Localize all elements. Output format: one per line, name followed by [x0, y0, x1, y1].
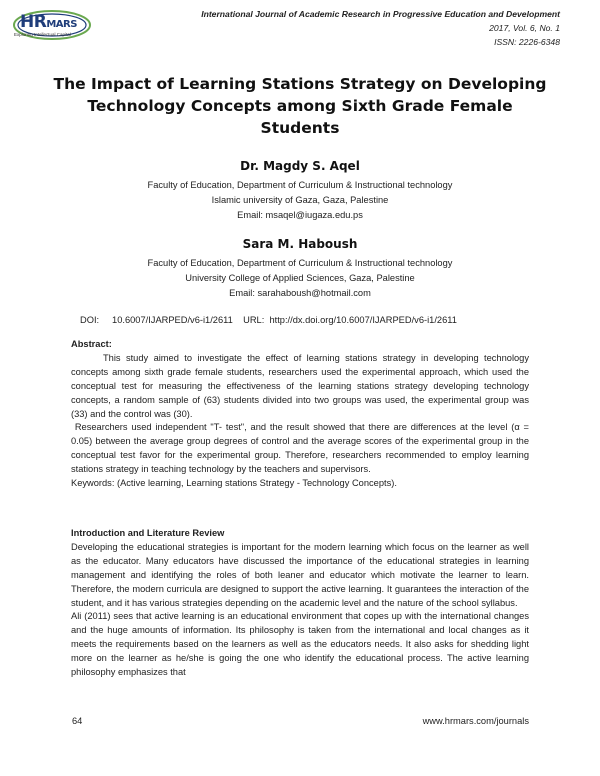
journal-issn: ISSN: 2226-6348 — [494, 37, 560, 47]
abstract-paragraph: Researchers used independent "T- test", and the result showed that there are differences at the level (α = 0.05) between the average group degrees of control and the average scores of the experimental group in the conceptual test favor for the experimental group. Therefore, researchers recommended to employ learning stations strategy in teaching technology by the teachers and supervisors. — [71, 422, 532, 475]
author-email: Email: msaqel@iugaza.edu.ps — [237, 210, 363, 220]
intro-section — [71, 527, 529, 680]
logo-text: HRMARS — [20, 12, 77, 32]
author-email: Email: sarahaboush@hotmail.com — [229, 288, 371, 298]
keywords: Keywords: (Active learning, Learning stations Strategy - Technology Concepts). — [71, 478, 397, 489]
author-affiliation: Faculty of Education, Department of Curriculum & Instructional technology Islamic university of Gaza, Gaza, Palestine Email: msaqel@iugaza.edu.ps — [0, 178, 600, 223]
abstract-heading: Abstract: — [71, 339, 112, 349]
page-number: 64 — [72, 716, 83, 726]
intro-heading: Introduction and Literature Review — [71, 528, 225, 538]
author-name: Dr. Magdy S. Aqel — [240, 159, 360, 173]
logo-tagline: Exploring Intellectual Capital — [14, 32, 71, 37]
intro-paragraph: Developing the educational strategies is important for the modern learning which focus on the learner as well as the educator. Many educators have discussed the importance of the educational strategies in learning management and identifying the roles of both leaner and educator which motivate the learner to learn. Therefore, the modern curricula are designed to support the active learning. It guarantees the interaction of the student, and it has various strategies depending on the academic level and the nature of the school syllabus. — [71, 541, 529, 608]
footer-url: www.hrmars.com/journals — [422, 716, 529, 726]
author-affiliation: Faculty of Education, Department of Curriculum & Instructional technology University College of Applied Sciences, Gaza, Palestine Email: sarahaboush@hotmail.com — [0, 256, 600, 301]
journal-name: International Journal of Academic Research in Progressive Education and Development — [201, 9, 560, 19]
journal-volume: 2017, Vol. 6, No. 1 — [489, 23, 560, 33]
abstract-section — [71, 338, 532, 491]
doi-line: DOI: 10.6007/IJARPED/v6-i1/2611 URL: http://dx.doi.org/10.6007/IJARPED/v6-i1/2611 — [80, 315, 457, 325]
abstract-paragraph: This study aimed to investigate the effect of learning stations strategy in developing technology concepts among sixth grade female students, researchers used the experimental approach, which used the conceptual test for measuring the effectiveness of the learning stations strategy developing technology concepts, a random sample of (63) students divided into two groups was used, the experimental group was (33) and the control was (30). — [71, 352, 529, 419]
intro-paragraph: Ali (2011) sees that active learning is an educational environment that copes up with the international changes and the huge amounts of information. Its philosophy is taken from the international and local changes as it meets the requirements based on the learners as well as the educators needs. It also asks for shedding light more on the learner as he/she is going the one who identify the educational process. The active learning philosophy emphasizes that — [71, 611, 529, 678]
journal-header — [201, 7, 560, 49]
author-name: Sara M. Haboush — [242, 237, 358, 251]
paper-title: The Impact of Learning Stations Strategy on Developing Technology Concepts among Sixth Grade Female Students — [53, 75, 547, 137]
